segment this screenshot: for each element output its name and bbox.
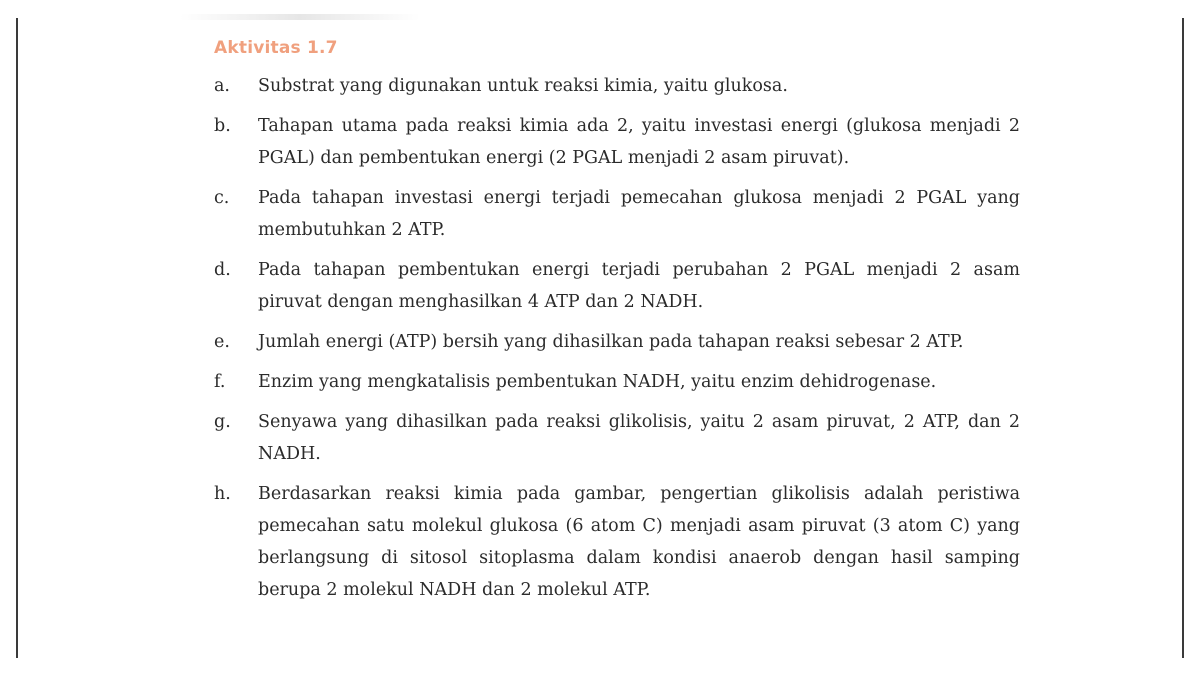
- answer-item-c: [214, 182, 1020, 246]
- left-border-line: [16, 18, 18, 658]
- item-text: Enzim yang mengkatalisis pembentukan NADH, yaitu enzim dehidrogenase.: [258, 372, 937, 392]
- answer-list: [214, 70, 1020, 606]
- item-text: Pada tahapan pembentukan energi terjadi perubahan 2 PGAL menjadi 2 asam piruvat dengan menghasilkan 4 ATP dan 2 NADH.: [258, 260, 1020, 312]
- activity-title: Aktivitas 1.7: [214, 38, 338, 58]
- answer-item-d: [214, 254, 1020, 318]
- answer-item-g: [214, 406, 1020, 470]
- item-text: Pada tahapan investasi energi terjadi pemecahan glukosa menjadi 2 PGAL yang membutuhkan 2 ATP.: [258, 188, 1020, 240]
- item-marker: a.: [214, 76, 230, 96]
- answer-item-a: [214, 70, 1020, 102]
- top-smudge-decoration: [180, 14, 420, 20]
- item-marker: c.: [214, 188, 230, 208]
- item-marker: b.: [214, 116, 231, 136]
- answer-item-h: [214, 478, 1020, 606]
- activity-content: [214, 38, 1020, 614]
- item-marker: h.: [214, 484, 231, 504]
- item-text: Berdasarkan reaksi kimia pada gambar, pengertian glikolisis adalah peristiwa pemecahan satu molekul glukosa (6 atom C) menjadi asam piruvat (3 atom C) yang berlangsung di sitosol sitoplasma dalam kondisi anaerob dengan hasil samping berupa 2 molekul NADH dan 2 molekul ATP.: [258, 484, 1020, 600]
- item-text: Substrat yang digunakan untuk reaksi kimia, yaitu glukosa.: [258, 76, 788, 96]
- item-text: Jumlah energi (ATP) bersih yang dihasilkan pada tahapan reaksi sebesar 2 ATP.: [258, 332, 964, 352]
- answer-item-f: [214, 366, 1020, 398]
- item-marker: g.: [214, 412, 231, 432]
- item-marker: d.: [214, 260, 231, 280]
- item-marker: f.: [214, 372, 226, 392]
- right-border-line: [1182, 18, 1184, 658]
- item-marker: e.: [214, 332, 230, 352]
- item-text: Senyawa yang dihasilkan pada reaksi glikolisis, yaitu 2 asam piruvat, 2 ATP, dan 2 NADH.: [258, 412, 1020, 464]
- answer-item-b: [214, 110, 1020, 174]
- item-text: Tahapan utama pada reaksi kimia ada 2, yaitu investasi energi (glukosa menjadi 2 PGAL) dan pembentukan energi (2 PGAL menjadi 2 asam piruvat).: [258, 116, 1020, 168]
- answer-item-e: [214, 326, 1020, 358]
